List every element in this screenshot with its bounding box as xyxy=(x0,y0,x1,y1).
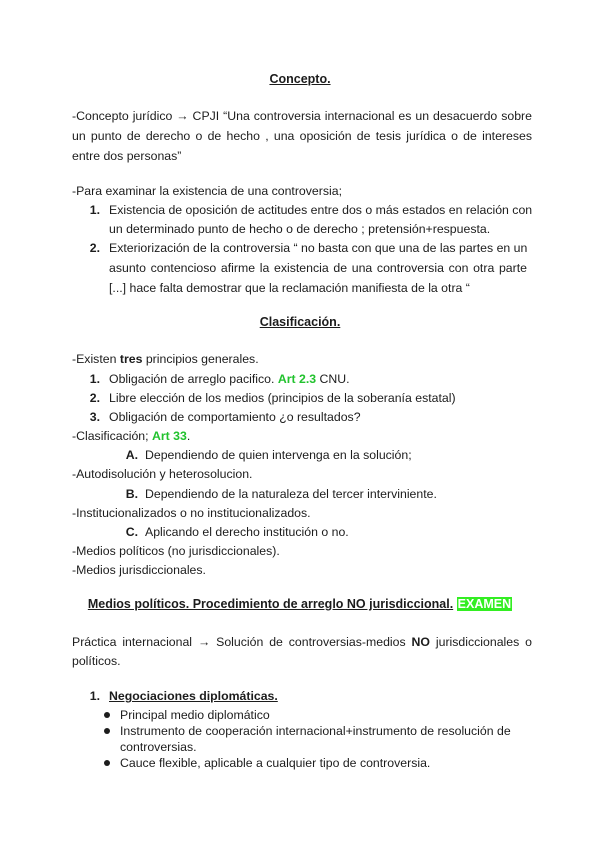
list-number: 2. xyxy=(89,241,100,255)
list-item-line: [...] hace falta demostrar que la reclamación manifiesta de la otra “ xyxy=(109,281,470,295)
list-item-line: Exteriorización de la controversia “ no basta con que una de las partes en un xyxy=(109,241,528,255)
article-reference: Art 33 xyxy=(151,429,187,443)
list-number: 3. xyxy=(89,410,100,424)
article-reference: Art 2.3 xyxy=(277,372,317,386)
bullet-item: controversias. xyxy=(120,740,197,754)
list-number: 1. xyxy=(89,689,100,703)
heading-clasificacion: Clasificación. xyxy=(259,315,341,329)
criterion-text: Dependiendo de la naturaleza del tercer interviniente. xyxy=(145,487,437,501)
bullet-icon xyxy=(104,712,110,718)
concept-line-1: -Concepto jurídico → CPJI “Una controversia internacional es un desacuerdo sobre xyxy=(72,109,532,123)
principle-item: Libre elección de los medios (principios de la soberanía estatal) xyxy=(109,391,456,405)
clasificacion-line: -Clasificación; Art 33. xyxy=(72,429,191,443)
bullet-item: Instrumento de cooperación internacional+instrumento de resolución de xyxy=(120,724,511,738)
criterion-result: -Institucionalizados o no institucionalizados. xyxy=(72,506,311,520)
subheading-negociaciones: Negociaciones diplomáticas. xyxy=(109,689,278,703)
principle-item: Obligación de arreglo pacifico. Art 2.3 CNU. xyxy=(109,372,350,386)
criterion-letter: C. xyxy=(125,525,138,539)
practice-line-1: Práctica internacional → Solución de controversias-medios NO jurisdiccionales o xyxy=(72,635,532,649)
concept-line-2: un punto de derecho o de hecho , una oposición de tesis jurídica o de intereses xyxy=(72,129,532,143)
concept-line-3: entre dos personas” xyxy=(72,149,182,163)
bullet-item: Principal medio diplomático xyxy=(120,708,270,722)
list-item-line: Existencia de oposición de actitudes entre dos o más estados en relación con xyxy=(109,203,533,217)
bullet-icon xyxy=(104,760,110,766)
exam-intro: -Para examinar la existencia de una controversia; xyxy=(72,184,342,198)
list-number: 1. xyxy=(89,203,100,217)
criterion-text: Dependiendo de quien intervenga en la solución; xyxy=(145,448,412,462)
bullet-icon xyxy=(104,728,110,734)
list-item-line: asunto contencioso afirme la existencia de una controversia con otra parte xyxy=(109,261,527,275)
list-number: 1. xyxy=(89,372,100,386)
medios-jurisdiccionales: -Medios jurisdiccionales. xyxy=(72,563,206,577)
criterion-result: -Autodisolución y heterosolucion. xyxy=(72,467,253,481)
bullet-item: Cauce flexible, aplicable a cualquier tipo de controversia. xyxy=(120,756,431,770)
criterion-result: -Medios políticos (no jurisdiccionales). xyxy=(72,544,280,558)
criterion-text: Aplicando el derecho institución o no. xyxy=(145,525,349,539)
practice-line-2: políticos. xyxy=(72,654,121,668)
list-number: 2. xyxy=(89,391,100,405)
criterion-letter: B. xyxy=(125,487,138,501)
heading-concepto: Concepto. xyxy=(269,72,331,86)
exam-tag: EXAMEN xyxy=(457,597,512,611)
criterion-letter: A. xyxy=(125,448,138,462)
list-item-line: un determinado punto de hecho o de derecho ; pretensión+respuesta. xyxy=(109,222,491,236)
heading-medios-politicos: Medios políticos. Procedimiento de arreglo NO jurisdiccional. EXAMEN xyxy=(87,597,512,611)
principles-intro: -Existen tres principios generales. xyxy=(72,352,259,366)
principle-item: Obligación de comportamiento ¿o resultados? xyxy=(109,410,361,424)
